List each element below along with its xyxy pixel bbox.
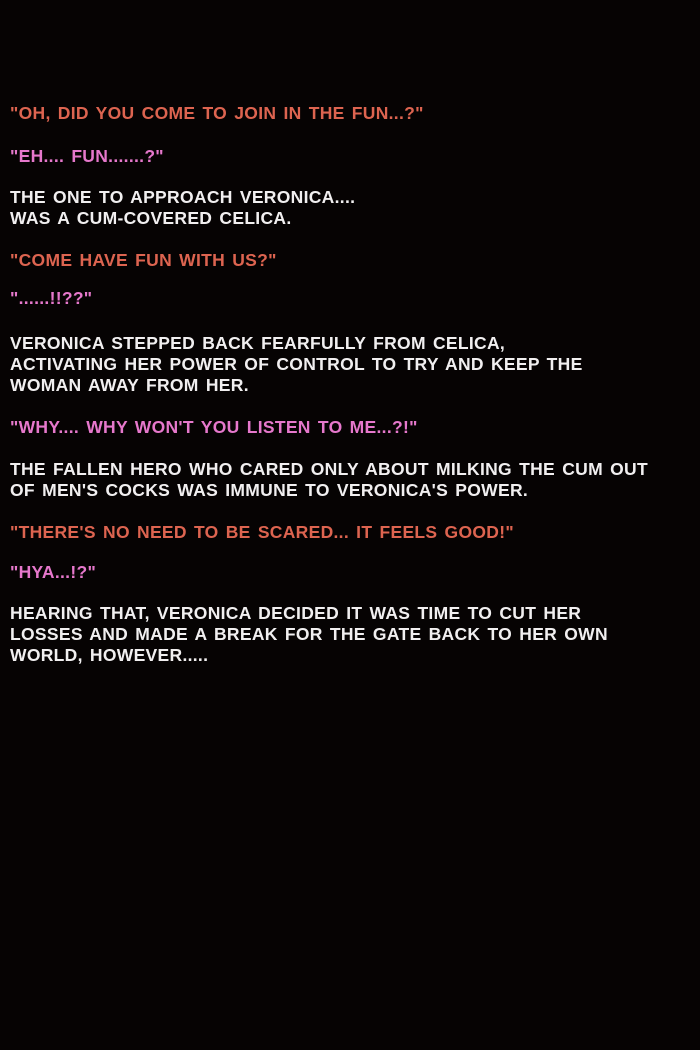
dialogue-text: "COME HAVE FUN WITH US?" (10, 250, 277, 270)
narration-text: ACTIVATING HER POWER OF CONTROL TO TRY AND KEEP THE (10, 354, 583, 374)
dialogue-text: "THERE'S NO NEED TO BE SCARED... IT FEELS GOOD!" (10, 522, 514, 542)
dialogue-text: "EH.... FUN.......?" (10, 146, 164, 166)
dialogue-text: "OH, DID YOU COME TO JOIN IN THE FUN...?" (10, 103, 424, 123)
narration-text: WAS A CUM-COVERED CELICA. (10, 208, 292, 228)
narration-text: WOMAN AWAY FROM HER. (10, 375, 249, 395)
narration-text: HEARING THAT, VERONICA DECIDED IT WAS TIME TO CUT HER (10, 603, 582, 623)
narration-block (10, 459, 648, 501)
narration-text: WORLD, HOWEVER..... (10, 645, 209, 665)
narration-block (10, 187, 355, 229)
speech-line-celica (10, 250, 277, 271)
speech-line-veronica (10, 288, 92, 309)
speech-line-veronica (10, 146, 164, 167)
dialogue-text: "HYA...!?" (10, 562, 97, 582)
narration-block (10, 603, 608, 666)
narration-text: OF MEN'S COCKS WAS IMMUNE TO VERONICA'S POWER. (10, 480, 529, 500)
speech-line-celica (10, 522, 514, 543)
narration-text: THE ONE TO APPROACH VERONICA.... (10, 187, 356, 207)
narration-text: VERONICA STEPPED BACK FEARFULLY FROM CELICA, (10, 333, 506, 353)
narration-block (10, 333, 583, 396)
speech-line-veronica (10, 417, 418, 438)
narration-text: LOSSES AND MADE A BREAK FOR THE GATE BACK TO HER OWN (10, 624, 608, 644)
dialogue-text: "......!!??" (10, 288, 93, 308)
dialogue-text: "WHY.... WHY WON'T YOU LISTEN TO ME...?!" (10, 417, 418, 437)
narration-text: THE FALLEN HERO WHO CARED ONLY ABOUT MILKING THE CUM OUT (10, 459, 648, 479)
speech-line-celica (10, 103, 424, 124)
speech-line-veronica (10, 562, 96, 583)
